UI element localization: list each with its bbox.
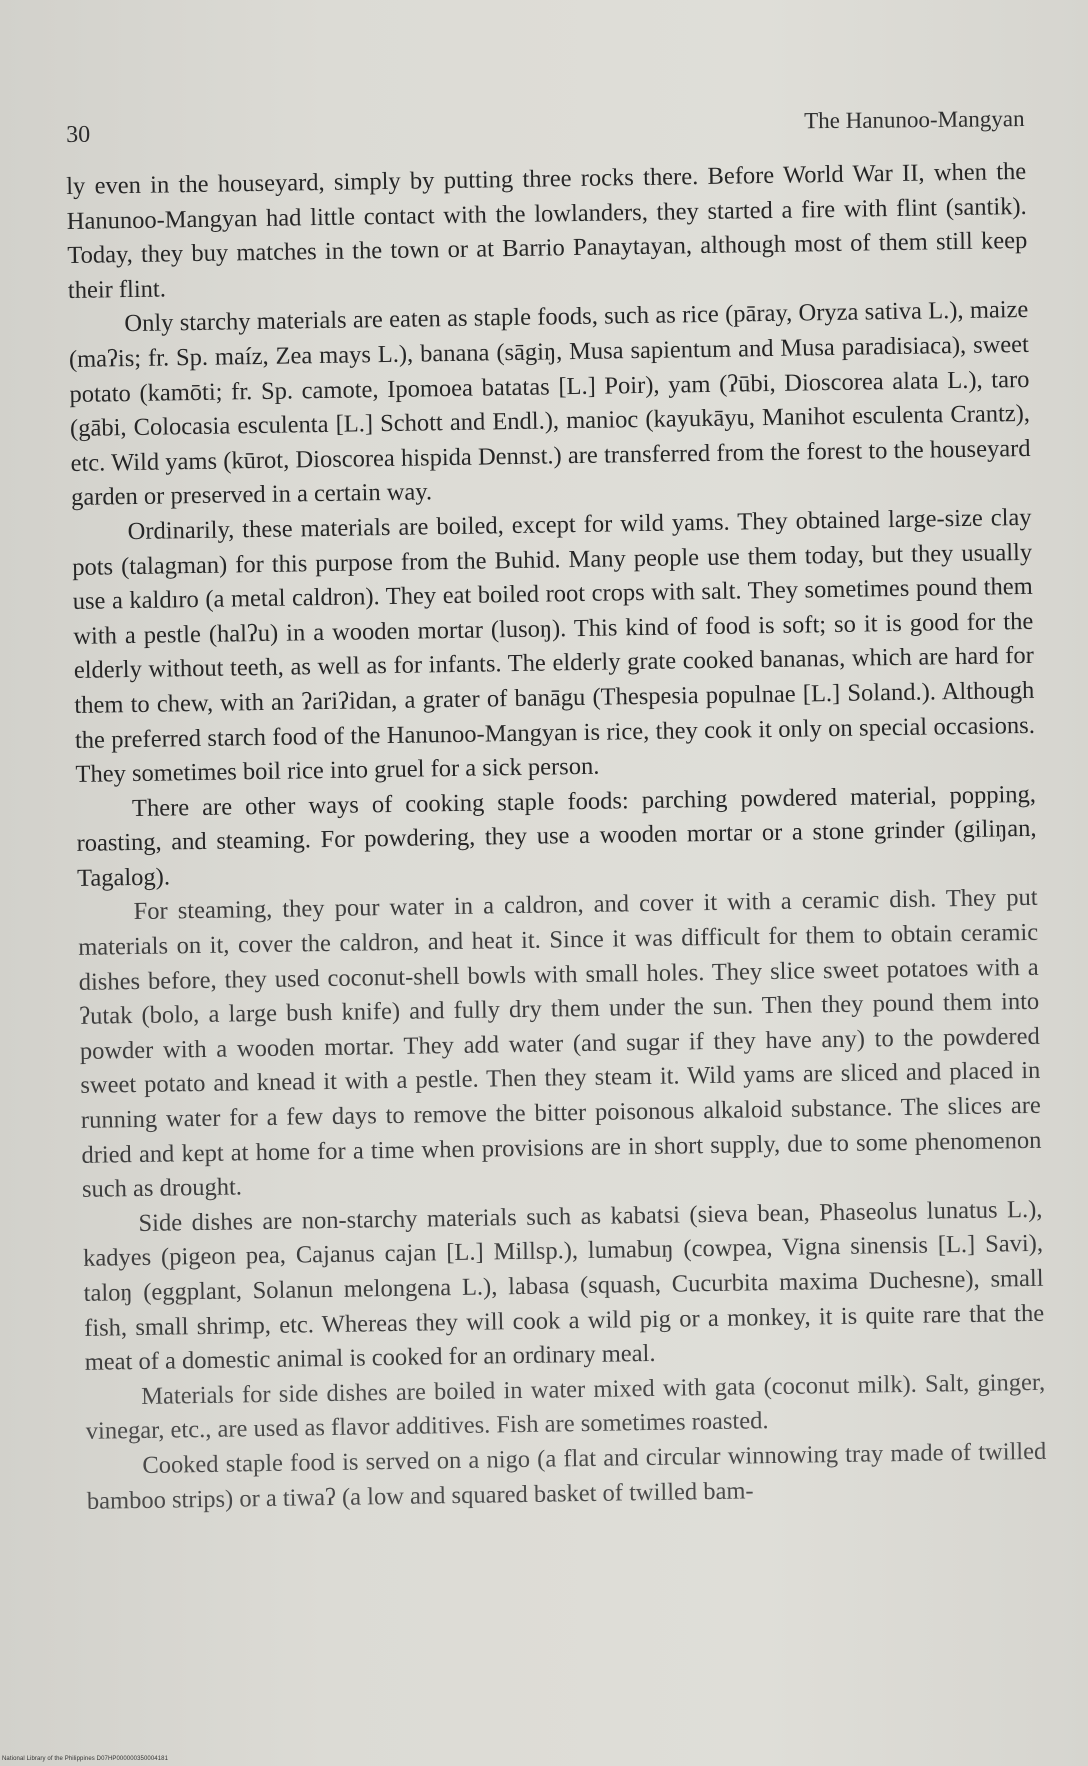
page-number: 30 bbox=[66, 121, 91, 148]
paragraph-5: For steaming, they pour water in a caldron, and cover it with a ceramic dish. They put materials on it, cover the caldron, and heat it. Since it was difficult for them to obtain ceramic dishes before, they used coconut-shell bowls with small holes. They slice sweet potatoes with a ʔutak (bolo, a large bush knife) and fully dry them under the sun. Then they pound them into powder with a wooden mortar. They add water (and sugar if they have any) to the powdered sweet potato and knead it with a pestle. Then they steam it. Wild yams are sliced and placed in running water for a few days to remove the bitter poisonous alkaloid substance. The slices are dried and kept at home for a time when provisions are in short supply, due to some phenomenon such as drought. bbox=[78, 884, 1042, 1204]
paragraph-1: ly even in the houseyard, simply by putting three rocks there. Before World War II, when the Hanunoo-Mangyan had little contact with the lowlanders, they started a fire with flint (santik). Today, they buy matches in the town or at Barrio Panaytayan, although most of them still keep their flint. bbox=[66, 157, 1028, 304]
paragraph-4: There are other ways of cooking staple foods: parching powdered material, popping, roasting, and steaming. For powdering, they use a wooden mortar or a stone grinder (giliŋan, Tagalog). bbox=[76, 780, 1037, 892]
paragraph-6: Side dishes are non-starchy materials such as kabatsi (sieva bean, Phaseolus lunatus L.), kadyes (pigeon pea, Cajanus cajan [L.] Millsp.), lumabuŋ (cowpea, Vigna sinensis [L.] Savi), taloŋ (eggplant, Solanun melongena L.), labasa (squash, Cucurbita maxima Duchesne), small fish, small shrimp, etc. Whereas they will cook a wild pig or a monkey, it is quite rare that the meat of a domestic animal is cooked for an ordinary meal. bbox=[82, 1195, 1045, 1377]
paragraph-2: Only starchy materials are eaten as staple foods, such as rice (pāray, Oryza sativa L.), maize (maʔis; fr. Sp. maíz, Zea mays L.), banana (sāgiŋ, Musa sapientum and Musa paradisiaca), sweet potato (kamōti; fr. Sp. camote, Ipomoea batatas [L.] Poir), yam (ʔūbi, Dioscorea alata L.), taro (gābi, Colocasia esculenta [L.] Schott and Endl.), manioc (kayukāyu, Manihot esculenta Crantz), etc. Wild yams (kūrot, Dioscorea hispida Dennst.) are transferred from the forest to the houseyard garden or preserved in a certain way. bbox=[68, 296, 1031, 512]
paragraph-8: Cooked staple food is served on a nigo (a flat and circular winnowing tray made of twilled bamboo strips) or a tiwaʔ (a low and squared basket of twilled bam- bbox=[86, 1437, 1047, 1515]
library-footer-note: National Library of the Philippines D07HP000000350004181 bbox=[2, 1756, 169, 1762]
body-text bbox=[66, 155, 1047, 1519]
paragraph-7: Materials for side dishes are boiled in water mixed with gata (coconut milk). Salt, ginger, vinegar, etc., are used as flavor additives. Fish are sometimes roasted. bbox=[85, 1368, 1046, 1446]
running-title: The Hanunoo-Mangyan bbox=[803, 106, 1025, 134]
paragraph-3: Ordinarily, these materials are boiled, except for wild yams. They obtained large-size clay pots (talagman) for this purpose from the Buhid. Many people use them today, but they usually use a kaldıro (a metal caldron). They eat boiled root crops with salt. They sometimes pound them with a pestle (halʔu) in a wooden mortar (lusoŋ). This kind of food is soft; so it is good for the elderly without teeth, as well as for infants. The elderly grate cooked bananas, which are hard for them to chew, with an ʔariʔidan, a grater of banāgu (Thespesia populnae [L.] Soland.). Although the preferred starch food of the Hanunoo-Mangyan is rice, they cook it only on special occasions. They sometimes boil rice into gruel for a sick person. bbox=[72, 503, 1036, 789]
